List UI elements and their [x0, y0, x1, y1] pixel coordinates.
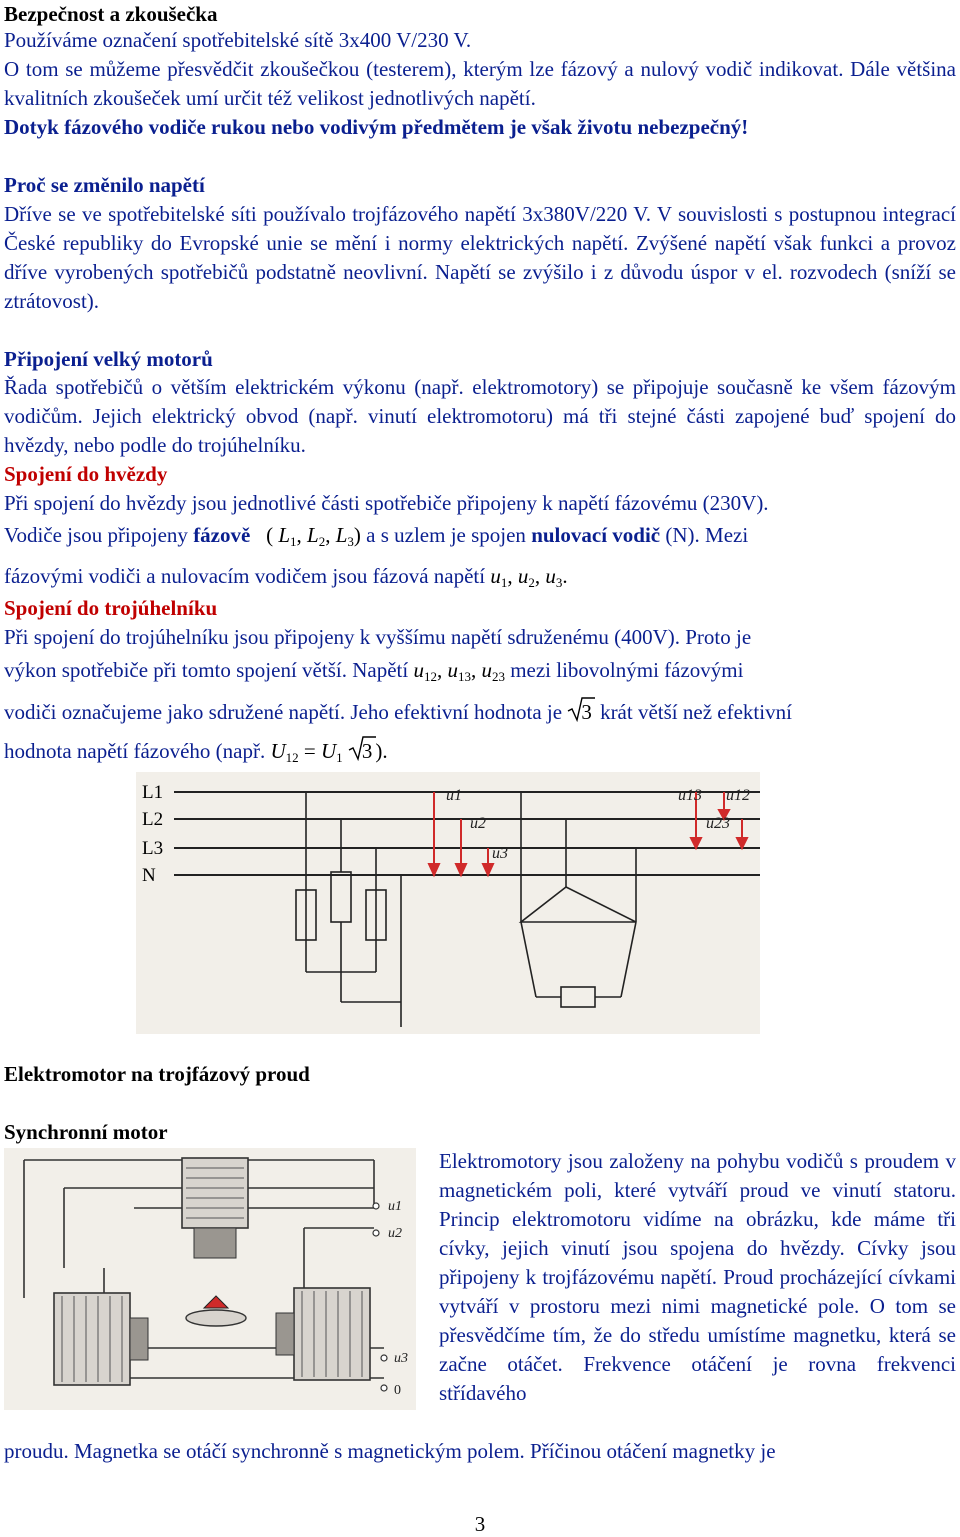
delta-line-4: hodnota napětí fázového (např. $U_{12} = U_1$ 3 ).	[4, 737, 956, 766]
wiring-diagram-figure	[136, 772, 760, 1034]
label-u13: u13	[678, 787, 702, 804]
rail-label-l2: L2	[142, 809, 164, 830]
ratio-formula: $U_{12} = U_1$ 3 ).	[270, 739, 387, 763]
section-heading-safety: Bezpečnost a zkoušečka	[4, 2, 218, 26]
star-line-1: Při spojení do hvězdy jsou jednotlivé části spotřebiče připojeny k napětí fázovému (230V).	[4, 491, 769, 515]
warning-text: Dotyk fázového vodiče rukou nebo vodivým předmětem je však životu nebezpečný!	[4, 115, 749, 139]
section-heading-motor: Elektromotor na trojfázový proud	[4, 1062, 310, 1086]
paragraph-tester: O tom se můžeme přesvědčit zkoušečkou (testerem), kterým lze fázový a nulový vodič indikovat. Dále většina kvalitních zkoušeček umí určit též velikost jednotlivých napětí.	[4, 57, 956, 110]
label-u1: u1	[446, 787, 462, 804]
delta-line-3: vodiči označujeme jako sdružené napětí. Jeho efektivní hodnota je 3 krát větší než efektivní	[4, 698, 956, 727]
sqrt-sign-icon	[567, 696, 595, 722]
paragraph-motor-continued: proudu. Magnetka se otáčí synchronně s magnetickým polem. Příčinou otáčení magnetky je	[4, 1439, 776, 1463]
label-u12: u12	[726, 787, 750, 804]
rail-label-l3: L3	[142, 838, 164, 859]
page-number: 3	[474, 1512, 486, 1536]
label-u3: u3	[492, 845, 508, 862]
motor-label-zero: 0	[394, 1383, 401, 1398]
paragraph-voltage-change: Dříve se ve spotřebitelské síti používalo trojfázového napětí 3x380V/220 V. V souvislosti s postupnou integrací České republiky do Evropské unie se mění i normy elektrických napětí. Zvýšené napětí však funkci a provoz dříve vyrobených spotřebičů podstatně neovlivní. Napětí se zvýšilo i z důvodu úspor v el. rozvodech (sníží se ztrátovost).	[4, 202, 956, 313]
rail-label-l1: L1	[142, 782, 164, 803]
motor-label-u1: u1	[388, 1199, 402, 1214]
delta-line-1: Při spojení do trojúhelníku jsou připojeny k vyššímu napětí sdruženému (400V). Proto je	[4, 625, 752, 649]
motor-label-u3: u3	[394, 1351, 408, 1366]
motor-label-u2: u2	[388, 1226, 402, 1241]
label-u2: u2	[470, 815, 486, 832]
label-u23: u23	[706, 815, 730, 832]
star-line-2: Vodiče jsou připojeny fázově ( $L_1$, $L_2$, $L_3$) a s uzlem je spojen nulovací vodič (N). Mezi	[4, 523, 749, 549]
sqrt-three: 3	[567, 698, 595, 727]
star-line-3: fázovými vodiči a nulovacím vodičem jsou fázová napětí $u_1$, $u_2$, $u_3$.	[4, 564, 568, 590]
section-heading-voltage-change: Proč se změnilo napětí	[4, 173, 205, 197]
synchronous-motor-svg	[4, 1148, 416, 1410]
delta-line-2: výkon spotřebiče při tomto spojení větší. Napětí $u_{12}$, $u_{13}$, $u_{23}$ mezi libovolnými fázovými	[4, 658, 744, 684]
phase-formula: ( $L_1$, $L_2$, $L_3$)	[266, 523, 361, 549]
sqrt-sign-icon	[348, 735, 376, 761]
line-voltage-formula: $u_{12}$, $u_{13}$, $u_{23}$	[413, 658, 505, 684]
section-heading-motors: Připojení velký motorů	[4, 347, 213, 371]
coil-top	[182, 1158, 248, 1258]
section-heading-delta: Spojení do trojúhelníku	[4, 596, 218, 620]
section-subheading-synchronous: Synchronní motor	[4, 1120, 168, 1144]
paragraph-mains: Používáme označení spotřebitelské sítě 3x400 V/230 V.	[4, 28, 472, 52]
phase-voltage-formula: $u_1$, $u_2$, $u_3$.	[490, 564, 568, 590]
coil-left	[54, 1293, 148, 1385]
paragraph-motor-side: Elektromotory jsou založeny na pohybu vodičů s proudem v magnetickém poli, které vytváří proud ve vinutí statoru. Princip elektromotoru vidíme na obrázku, kde máme tři cívky, jejich vinutí jsou spojena do hvězdy. Cívky jsou připojeny k trojfázovému napětí. Proud procházející cívkami vytváří v prostoru mezi nimi magnetické pole. O tom se přesvědčíme tím, že do středu umístíme magnetku, která se začne otáčet. Frekvence otáčení je rovna frekvenci střídavého	[439, 1149, 956, 1405]
coil-right	[276, 1288, 370, 1380]
wiring-diagram-svg	[136, 772, 760, 1034]
paragraph-motors: Řada spotřebičů o větším elektrickém výkonu (např. elektromotory) se připojuje současně ke všem fázovým vodičům. Jejich elektrický obvod (např. vinutí elektromotoru) má tři stejné části zapojené buď spojení do hvězdy, nebo podle do trojúhelníku.	[4, 375, 956, 457]
section-heading-star: Spojení do hvězdy	[4, 462, 168, 486]
synchronous-motor-figure	[4, 1148, 416, 1410]
rail-label-n: N	[142, 865, 156, 886]
